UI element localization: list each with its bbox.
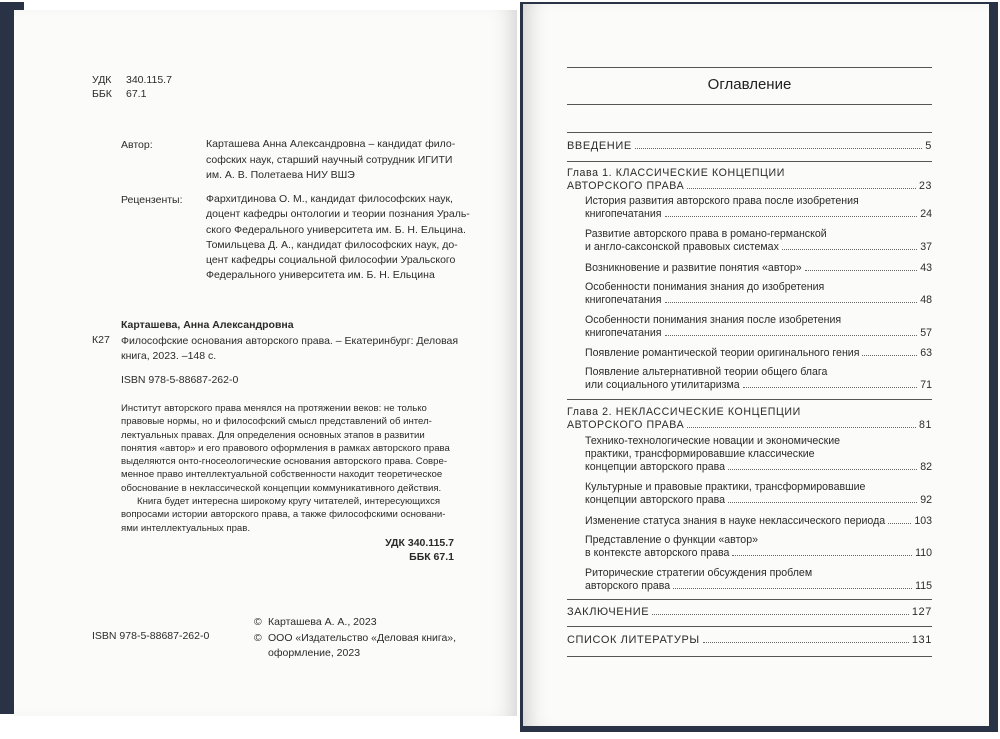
toc-leader-dots — [805, 270, 918, 271]
author-info — [206, 137, 455, 184]
udk-label: УДК — [92, 74, 112, 86]
toc-entry-title: концепции авторского права — [585, 461, 726, 473]
catalog-author: Карташева, Анна Александровна — [121, 319, 294, 331]
toc-entry-title: и англо-саксонской правовых системах — [585, 241, 779, 253]
copyright-icon: © — [254, 616, 262, 628]
reviewer-line: Фархитдинова О. М., кандидат философских наук, — [206, 193, 453, 205]
copyright-icon: © — [254, 631, 262, 644]
toc-entry-title: Глава 2. НЕКЛАССИЧЕСКИЕ КОНЦЕПЦИИ — [567, 406, 801, 418]
toc-entry-title: АВТОРСКОГО ПРАВА — [567, 419, 685, 431]
toc-entry-title: книгопечатания — [585, 327, 662, 339]
toc-entry-title: Представление о функции «автор» — [585, 534, 758, 546]
toc-leader-dots — [652, 614, 909, 615]
toc-entry-title: Изменение статуса знания в науке неклассического периода — [585, 515, 886, 527]
toc-entry-bibliography[interactable] — [567, 634, 932, 646]
toc-entry-section[interactable] — [585, 314, 932, 340]
toc-entry-page: 43 — [920, 262, 932, 274]
toc-entry-title: Глава 1. КЛАССИЧЕСКИЕ КОНЦЕПЦИИ — [567, 167, 785, 179]
copyright-line: оформление, 2023 — [268, 647, 361, 659]
toc-title: Оглавление — [707, 76, 792, 93]
reviewers-label: Рецензенты: — [121, 194, 183, 206]
toc-entry-page: 131 — [911, 634, 932, 646]
toc-entry-section[interactable] — [585, 515, 932, 527]
toc-entry-title: ВВЕДЕНИЕ — [567, 140, 632, 152]
catalog-line: книга, 2023. –148 с. — [121, 349, 217, 362]
bbk-value: 67.1 — [126, 87, 147, 100]
annotation-line: лектуальных правах. Для определения основных этапов в развитии — [121, 429, 425, 441]
toc-entry-section[interactable] — [585, 262, 932, 274]
toc-leader-dots — [665, 216, 918, 217]
annotation-line: понятия «автор» и его правового оформления в рамках авторского права — [121, 442, 450, 454]
toc-entry-section[interactable] — [585, 481, 932, 507]
toc-entry-title: книгопечатания — [585, 294, 662, 306]
toc-entry-title: Культурные и правовые практики, трансформировавшие — [585, 481, 866, 493]
toc-entry-page: 82 — [920, 461, 932, 473]
toc-divider — [567, 161, 932, 162]
toc-entry-title: ЗАКЛЮЧЕНИЕ — [567, 606, 650, 618]
copyright-line: ООО «Издательство «Деловая книга», — [268, 631, 457, 644]
annotation-line: обоснование в неклассической концепции коммуникативного действия. — [121, 482, 442, 494]
left-page — [14, 10, 517, 716]
toc-entry-page: 57 — [920, 327, 932, 339]
toc-leader-dots — [673, 588, 912, 589]
annotation-line: правовые нормы, но и философский смысл представлений об интел- — [121, 416, 432, 428]
toc-entry-title: практики, трансформировавшие классические — [585, 448, 815, 460]
toc-entry-title: СПИСОК ЛИТЕРАТУРЫ — [567, 634, 700, 646]
toc-entry-conclusion[interactable] — [567, 606, 932, 618]
toc-leader-dots — [743, 387, 918, 388]
toc-entry-page: 37 — [920, 241, 932, 253]
reviewer-line: ского Федерального университета им. Б. Н. Ельцина. — [206, 223, 466, 236]
udk-bottom: УДК 340.115.7 — [385, 537, 454, 549]
isbn-main: ISBN 978-5-88687-262-0 — [121, 374, 239, 386]
toc-entry-chapter-1[interactable] — [567, 167, 932, 193]
toc-entry-title: Возникновение и развитие понятия «автор» — [585, 262, 802, 274]
toc-entry-section[interactable] — [585, 281, 932, 307]
toc-entry-title: или социального утилитаризма — [585, 379, 740, 391]
udk-value: 340.115.7 — [126, 74, 172, 86]
toc-entry-title: Особенности понимания знания после изобретения — [585, 314, 842, 326]
toc-entry-page: 24 — [920, 208, 932, 220]
toc-entry-title: Риторические стратегии обсуждения проблем — [585, 567, 813, 579]
toc-entry-title: АВТОРСКОГО ПРАВА — [567, 180, 685, 192]
toc-leader-dots — [703, 642, 909, 643]
toc-leader-dots — [687, 427, 916, 428]
toc-entry-section[interactable] — [585, 567, 932, 593]
toc-leader-dots — [728, 469, 917, 470]
toc-entry-chapter-2[interactable] — [567, 406, 932, 432]
annotation-line: Книга будет интересна широкому кругу читателей, интересующихся — [137, 496, 441, 508]
bbk-label: ББК — [92, 87, 112, 100]
annotation-line: ями интеллектуальных прав. — [121, 522, 251, 534]
toc-divider — [567, 626, 932, 627]
reviewer-line: Томильцева Д. А., кандидат философских наук, до- — [206, 238, 458, 251]
toc-divider — [567, 399, 932, 400]
reviewer-line: Федерального университета им. Б. Н. Ельцина — [206, 269, 435, 282]
toc-entry-page: 23 — [919, 180, 932, 192]
toc-leader-dots — [782, 249, 917, 250]
toc-leader-dots — [732, 555, 912, 556]
toc-top-rule — [567, 67, 932, 68]
catalog-entry — [121, 334, 458, 363]
toc-title-rule — [567, 104, 932, 105]
toc-header-bottom-rule — [567, 132, 932, 133]
annotation — [121, 402, 450, 535]
toc-leader-dots — [888, 523, 911, 524]
toc-entry-intro[interactable] — [567, 140, 932, 152]
toc-entry-page: 110 — [915, 547, 932, 559]
copyright-block — [254, 615, 456, 662]
toc-entry-title: концепции авторского права — [585, 494, 726, 506]
toc-entry-section[interactable] — [585, 347, 932, 359]
annotation-line: выделяются онто-гносеологические основания авторского права. Совре- — [121, 456, 448, 468]
reviewers-info — [206, 192, 470, 284]
isbn-bottom: ISBN 978-5-88687-262-0 — [92, 630, 210, 642]
classification-bottom — [330, 536, 454, 564]
toc-entry-title: в контексте авторского права — [585, 547, 730, 559]
copyright-line: Карташева А. А., 2023 — [268, 616, 377, 628]
author-line: им. А. В. Полетаева НИУ ВШЭ — [206, 169, 355, 181]
author-line: софских наук, старший научный сотрудник ИГИТИ — [206, 153, 453, 166]
toc-entry-page: 5 — [925, 140, 932, 152]
reviewer-line: доцент кафедры онтологии и теории познания Ураль- — [206, 208, 470, 221]
toc-entry-title: Особенности понимания знания до изобретения — [585, 281, 825, 293]
toc-leader-dots — [665, 335, 918, 336]
toc-entry-title: Появление альтернативной теории общего блага — [585, 366, 828, 378]
toc-entry-section[interactable] — [585, 228, 932, 254]
reviewer-line: цент кафедры социальной философии Уральского — [206, 254, 456, 267]
toc-entry-page: 92 — [920, 494, 932, 506]
toc-leader-dots — [635, 148, 922, 149]
toc-leader-dots — [665, 302, 918, 303]
author-label: Автор: — [121, 139, 153, 151]
toc-entry-title: авторского права — [585, 580, 671, 592]
toc-entry-page: 81 — [919, 419, 932, 431]
annotation-line: вопросами истории авторского права, а также философскими основани- — [121, 509, 446, 521]
annotation-line: Институт авторского права менялся на протяжении веков: не только — [121, 403, 427, 414]
catalog-line: Философские основания авторского права. – Екатеринбург: Деловая — [121, 335, 459, 347]
bbk-bottom: ББК 67.1 — [409, 551, 454, 563]
toc-entry-section[interactable] — [585, 366, 932, 392]
toc-entry-title: История развития авторского права после изобретения — [585, 195, 859, 207]
toc-entry-title: Развитие авторского права в романо-германской — [585, 228, 827, 240]
toc-entry-section[interactable] — [585, 435, 932, 474]
toc-entry-page: 115 — [915, 580, 932, 592]
toc-entry-title: Появление романтической теории оригинального гения — [585, 347, 860, 359]
toc-entry-page: 48 — [920, 294, 932, 306]
toc-entry-page: 127 — [911, 606, 932, 618]
toc-entry-page: 63 — [920, 347, 932, 359]
toc-entry-page: 103 — [914, 515, 932, 527]
annotation-line: менное право интеллектуальной собственности находит теоретическое — [121, 469, 443, 481]
toc-leader-dots — [687, 188, 916, 189]
toc-entry-title: книгопечатания — [585, 208, 662, 220]
toc-entry-page: 71 — [920, 379, 932, 391]
toc-entry-title: Технико-технологические новации и экономические — [585, 435, 841, 447]
toc-entry-section[interactable] — [585, 534, 932, 560]
toc-entry-section[interactable] — [585, 195, 932, 221]
toc-leader-dots — [728, 502, 917, 503]
toc-bottom-rule — [567, 656, 932, 657]
author-line: Карташева Анна Александровна – кандидат фило- — [206, 138, 456, 150]
toc-leader-dots — [862, 355, 917, 356]
toc-divider — [567, 599, 932, 600]
classification-codes — [92, 74, 172, 101]
catalog-code: К27 — [92, 334, 110, 346]
